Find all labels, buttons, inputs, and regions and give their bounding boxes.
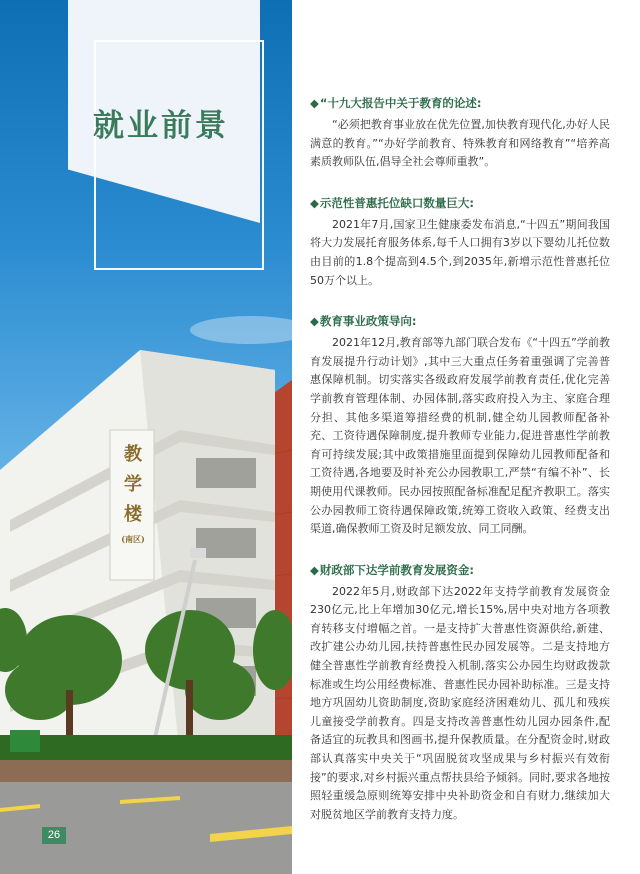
building-sign-char-1: 教 — [124, 444, 142, 465]
page-number: 26 — [42, 827, 66, 844]
block-title — [310, 561, 610, 579]
block-body: 2021年12月,教育部等九部门联合发布《“十四五”学前教育发展提升行动计划》,其中三大重点任务着重强调了完善普惠保障机制。切实落实各级政府发展学前教育责任,优化完善学前教育管理体制、办园体制,落实政府投入为主、家庭合理分担、其他多渠道筹措经费的机制,健全幼儿园教师配备补充、工资待遇保障制度,提升教师专业能力,促进普惠性学前教育可持续发展;其中政策措施里面提到保障幼儿园教师配备和工资待遇,各地要及时补充公办园教职工,严禁“有编不补”、长期使用代课教师。民办园按照配备标准配足配齐教职工。落实公办园教师工资待遇保障政策,统筹工资收入政策、经费支出渠道,确保教师工资及时足额发放、同工同酬。 — [310, 336, 610, 536]
block-nineteenth-congress — [310, 94, 610, 172]
building-sign — [118, 440, 148, 548]
building-sign-char-2: 学 — [124, 474, 142, 495]
block-title — [310, 94, 610, 112]
block-body: 2021年7月,国家卫生健康委发布消息,“十四五”期间我国将大力发展托育服务体系,每千人口拥有3岁以下婴幼儿托位数由目前的1.8个提高到4.5个,到2035年,新增示范性普惠托位50万个以上。 — [310, 217, 610, 287]
block-body: 2022年5月,财政部下达2022年支持学前教育发展资金230亿元,比上年增加30亿元,增长15%,居中央对地方各项教育转移支付增幅之首。一是支持扩大普惠性资源供给,新建、改扩建公办幼儿园,扶持普惠性民办园发展等。二是支持地方健全普惠性学前教育经费投入机制,落实公办园生均财政拨款标准或生均公用经费标准、普惠性民办园补助标准。三是支持地方巩固幼儿资助制度,资助家庭经济困难幼儿、孤儿和残疾儿童接受学前教育。四是支持改善普惠性幼儿园办园条件,配备适宜的玩教具和图画书,提升保教质量。在分配资金时,财政部认真落实中央关于“巩固脱贫攻坚成果与乡村振兴有效衔接”的要求,对乡村振兴重点帮扶县给予倾斜。同时,要求各地按照轻重缓急原则统筹安排中央补助资金和自有财力,继续加大对脱贫地区学前教育支持力度。 — [310, 584, 610, 821]
block-title-text: 示范性普惠托位缺口数量巨大: — [319, 195, 474, 210]
block-title-text: “十九大报告中关于教育的论述: — [319, 96, 482, 110]
building-sign-subtitle: (南区) — [121, 534, 145, 544]
block-title — [310, 194, 610, 212]
block-title-text: 教育事业政策导向: — [319, 314, 417, 329]
block-finance-funding — [310, 561, 610, 825]
block-body: “必须把教育事业放在优先位置,加快教育现代化,办好人民满意的教育。”“办好学前教育、特殊教育和网络教育”“培养高素质教师队伍,倡导全社会尊师重教”。 — [310, 118, 610, 169]
building-sign-char-3: 楼 — [124, 504, 142, 525]
diamond-bullet-icon: ◆ — [310, 96, 319, 110]
article-content — [310, 94, 610, 846]
block-policy-direction — [310, 312, 610, 539]
block-title — [310, 312, 610, 330]
block-childcare-gap — [310, 194, 610, 290]
block-title-text: 财政部下达学前教育发展资金: — [319, 562, 474, 577]
campus-photo — [0, 0, 292, 874]
diamond-bullet-icon: ◆ — [310, 195, 319, 210]
diamond-bullet-icon: ◆ — [310, 314, 319, 329]
diamond-bullet-icon: ◆ — [310, 562, 319, 577]
title-card-frame — [94, 40, 264, 270]
section-title: 就业前景 — [93, 108, 229, 144]
